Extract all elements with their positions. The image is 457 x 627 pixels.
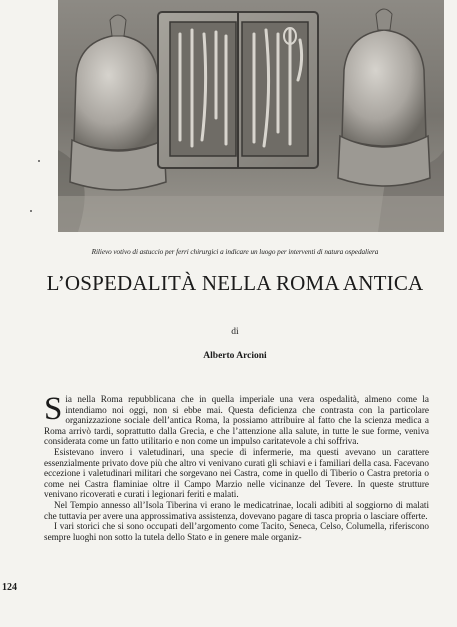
paragraph-text: ia nella Roma repubblicana che in quella imperiale una vera ospedalità, almeno come la intendiamo noi oggi, non si ebbe mai. Questa deficienza che contrasta con la particolare organizzazione sociale dell’antica Roma, la possiamo attribuire al fatto che la scienza medica a Roma arrivò tardi, soprattutto dalla Grecia, e che l’attenzione alla salute, in tutte le sue forme, veniva considerata come un fatto utilitario e non come un impulso caritatevole a chi soffriva. bbox=[44, 394, 429, 447]
article-title: L’OSPEDALITÀ NELLA ROMA ANTICA bbox=[46, 271, 424, 295]
scan-speck bbox=[30, 210, 32, 212]
paragraph: Esistevano invero i valetudinari, una specie di infermerie, ma questi avevano un carattere essenzialmente privato dove più che altro vi venivano curati gli schiavi e i familiari della casa. Facevano eccezione i valetudinari militari che sorgevano nei Castra, come in quello di Tiberio o Castra pretoria o come nei Castra flaminiae oltre il Campo Marzio nelle vicinanze del Tevere. In queste strutture venivano ricoverati e curati i legionari feriti e malati. bbox=[44, 446, 429, 500]
figure-caption: Rilievo votivo di astuccio per ferri chirurgici a indicare un luogo per interventi di natura ospedaliera bbox=[91, 248, 379, 256]
paragraph: Nel Tempio annesso all’Isola Tiberina vi erano le medicatrinae, locali adibiti al soggiorno di malati che tuttavia per avere una approssimativa assistenza, dovevano pagare di tasca propria o lasciare offerte. bbox=[44, 499, 429, 521]
article-body bbox=[44, 391, 429, 542]
stone-relief-image bbox=[58, 0, 444, 232]
drop-cap: S bbox=[44, 391, 63, 427]
author-name: Alberto Arcioni bbox=[203, 351, 267, 361]
paragraph bbox=[44, 391, 429, 447]
paragraph: I vari storici che si sono occupati dell’argomento come Tacito, Seneca, Celso, Columella, riferiscono sempre luoghi non sotto la tutela dello Stato e in genere male organiz- bbox=[44, 521, 429, 542]
relief-photo bbox=[58, 0, 444, 232]
byline-prefix: di bbox=[231, 327, 239, 337]
page-number: 124 bbox=[2, 582, 17, 593]
scan-speck bbox=[38, 160, 40, 162]
